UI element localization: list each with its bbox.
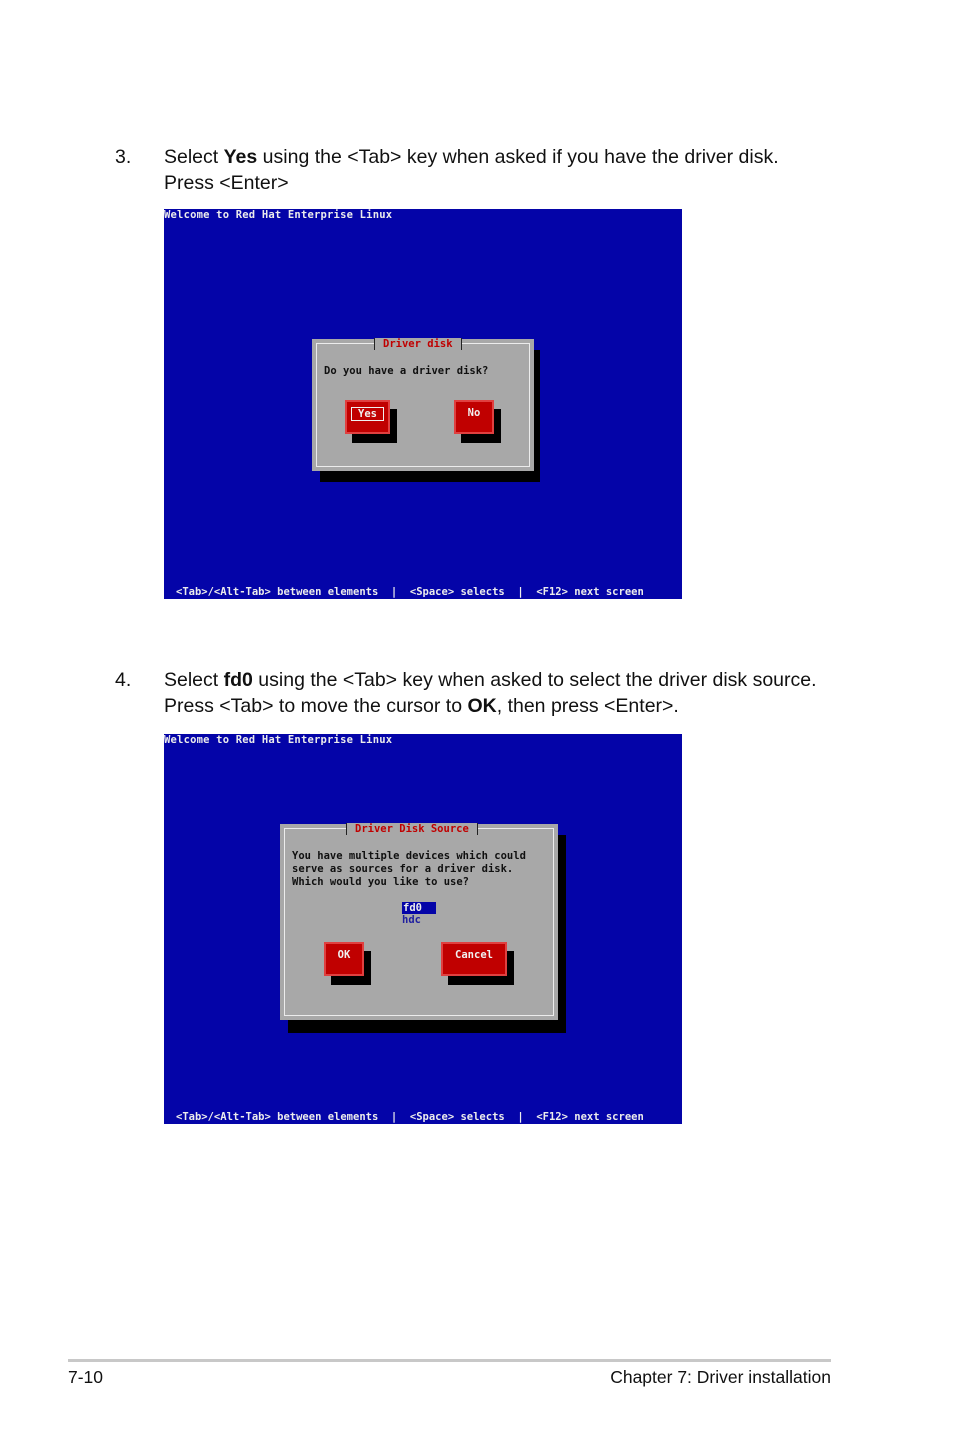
cancel-button[interactable]: Cancel	[441, 942, 507, 976]
step-text: Select Yes using the <Tab> key when asked if you have the driver disk. Press <Enter>	[164, 146, 779, 194]
dialog-title: Driver disk	[374, 338, 462, 350]
device-option-fd0[interactable]: fd0	[402, 902, 436, 914]
keyword-yes: Yes	[223, 146, 258, 168]
dialog-question: Do you have a driver disk?	[324, 365, 489, 377]
driver-disk-source-dialog	[280, 824, 558, 1020]
help-bar: <Tab>/<Alt-Tab> between elements | <Space> selects | <F12> next screen	[176, 586, 644, 598]
device-list[interactable]	[402, 902, 436, 926]
step-text: Select fd0 using the <Tab> key when asked to select the driver disk source. Press <Tab> to move the cursor to OK, then press <Enter>.	[164, 669, 817, 717]
help-bar: <Tab>/<Alt-Tab> between elements | <Space> selects | <F12> next screen	[176, 1111, 644, 1123]
step-number: 3.	[115, 146, 132, 168]
step-number: 4.	[115, 669, 132, 691]
welcome-banner: Welcome to Red Hat Enterprise Linux	[164, 209, 393, 221]
no-button[interactable]: No	[454, 400, 494, 434]
footer-divider	[68, 1359, 831, 1362]
yes-button[interactable]: Yes	[345, 400, 390, 434]
screenshot-driver-disk	[164, 209, 682, 599]
ok-button[interactable]: OK	[324, 942, 364, 976]
device-option-hdc[interactable]: hdc	[402, 914, 421, 926]
page-number: 7-10	[68, 1367, 104, 1387]
keyword-fd0: fd0	[223, 669, 253, 691]
welcome-banner: Welcome to Red Hat Enterprise Linux	[164, 734, 393, 746]
dialog-message: You have multiple devices which could serve as sources for a driver disk. Which would you like to use?	[292, 850, 526, 888]
dialog-title: Driver Disk Source	[346, 823, 478, 835]
chapter-title: Chapter 7: Driver installation	[610, 1367, 831, 1387]
driver-disk-dialog	[312, 339, 534, 471]
keyword-ok: OK	[467, 695, 497, 717]
screenshot-driver-disk-source	[164, 734, 682, 1124]
